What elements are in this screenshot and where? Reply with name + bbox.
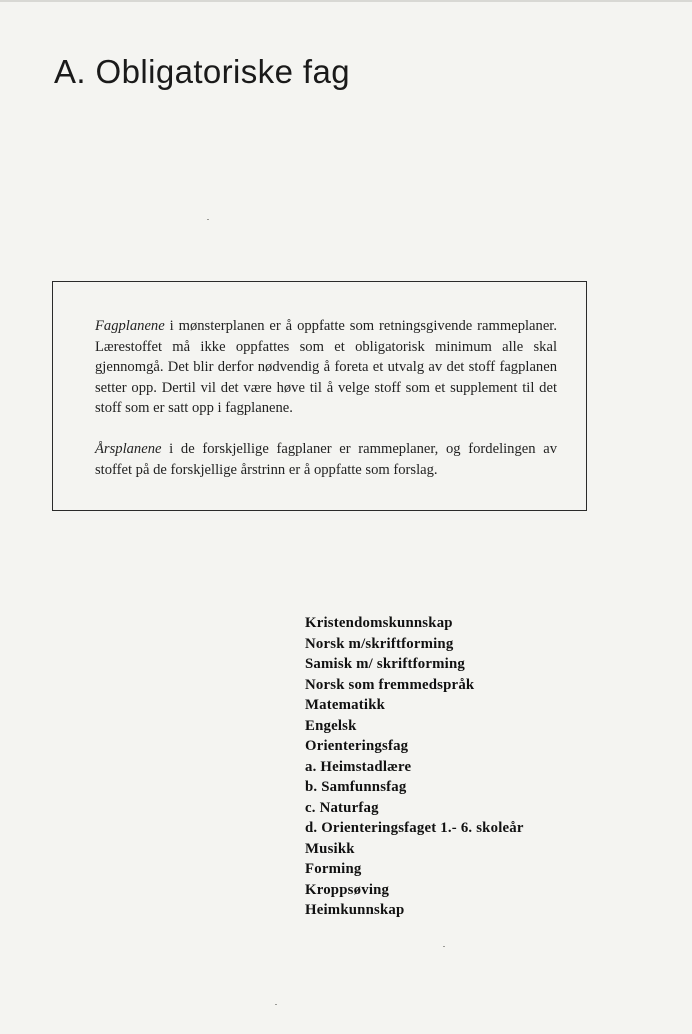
- subject-item: Matematikk: [305, 697, 386, 713]
- subject-item: Samisk m/ skriftforming: [305, 656, 465, 672]
- subject-item: Kroppsøving: [305, 881, 390, 898]
- notice-box: [52, 281, 587, 511]
- paper-speck: [443, 946, 445, 947]
- top-edge-rule: [0, 0, 692, 2]
- notice-paragraph-fagplanene-text: i mønsterplanen er å oppfatte som retningsgivende rammeplaner. Lærestoffet må ikke oppfattes som et obligatorisk minimum alle skal gjennomgå. Det blir derfor nødvendig å foreta et utvalg av det stoff fagplanen setter opp. Dertil vil det være høve til å velge stoff som et supplement til det stoff som er satt opp i fagplanene.: [95, 318, 557, 416]
- notice-paragraph-arsplanene: [95, 439, 557, 480]
- subject-item: Orienteringsfag: [305, 738, 409, 754]
- subject-item: Norsk m/skriftforming: [305, 635, 454, 652]
- subject-item: Norsk som fremmedspråk: [305, 676, 475, 693]
- subject-item: b. Samfunnsfag: [305, 779, 407, 795]
- notice-paragraph-fagplanene: [95, 316, 557, 419]
- notice-paragraph-arsplanene-text: i de forskjellige fagplaner er rammeplaner, og fordelingen av stoffet på de forskjellige årstrinn er å oppfatte som forslag.: [95, 441, 557, 478]
- paper-speck: [275, 1004, 277, 1005]
- subject-list: [305, 613, 524, 921]
- subject-item: c. Naturfag: [305, 799, 379, 816]
- subject-item: Musikk: [305, 840, 355, 857]
- subject-item: Heimkunnskap: [305, 902, 405, 918]
- subject-item: d. Orienteringsfaget 1.- 6. skoleår: [305, 820, 524, 836]
- subject-item: Forming: [305, 861, 362, 877]
- notice-paragraph-arsplanene-term: Årsplanene: [95, 441, 162, 457]
- subject-item: a. Heimstadlære: [305, 758, 412, 775]
- subject-item: Kristendomskunnskap: [305, 615, 453, 631]
- subject-item: Engelsk: [305, 717, 357, 734]
- page-title: A. Obligatoriske fag: [54, 53, 350, 90]
- notice-paragraph-fagplanene-term: Fagplanene: [95, 318, 165, 334]
- paper-speck: [207, 219, 209, 220]
